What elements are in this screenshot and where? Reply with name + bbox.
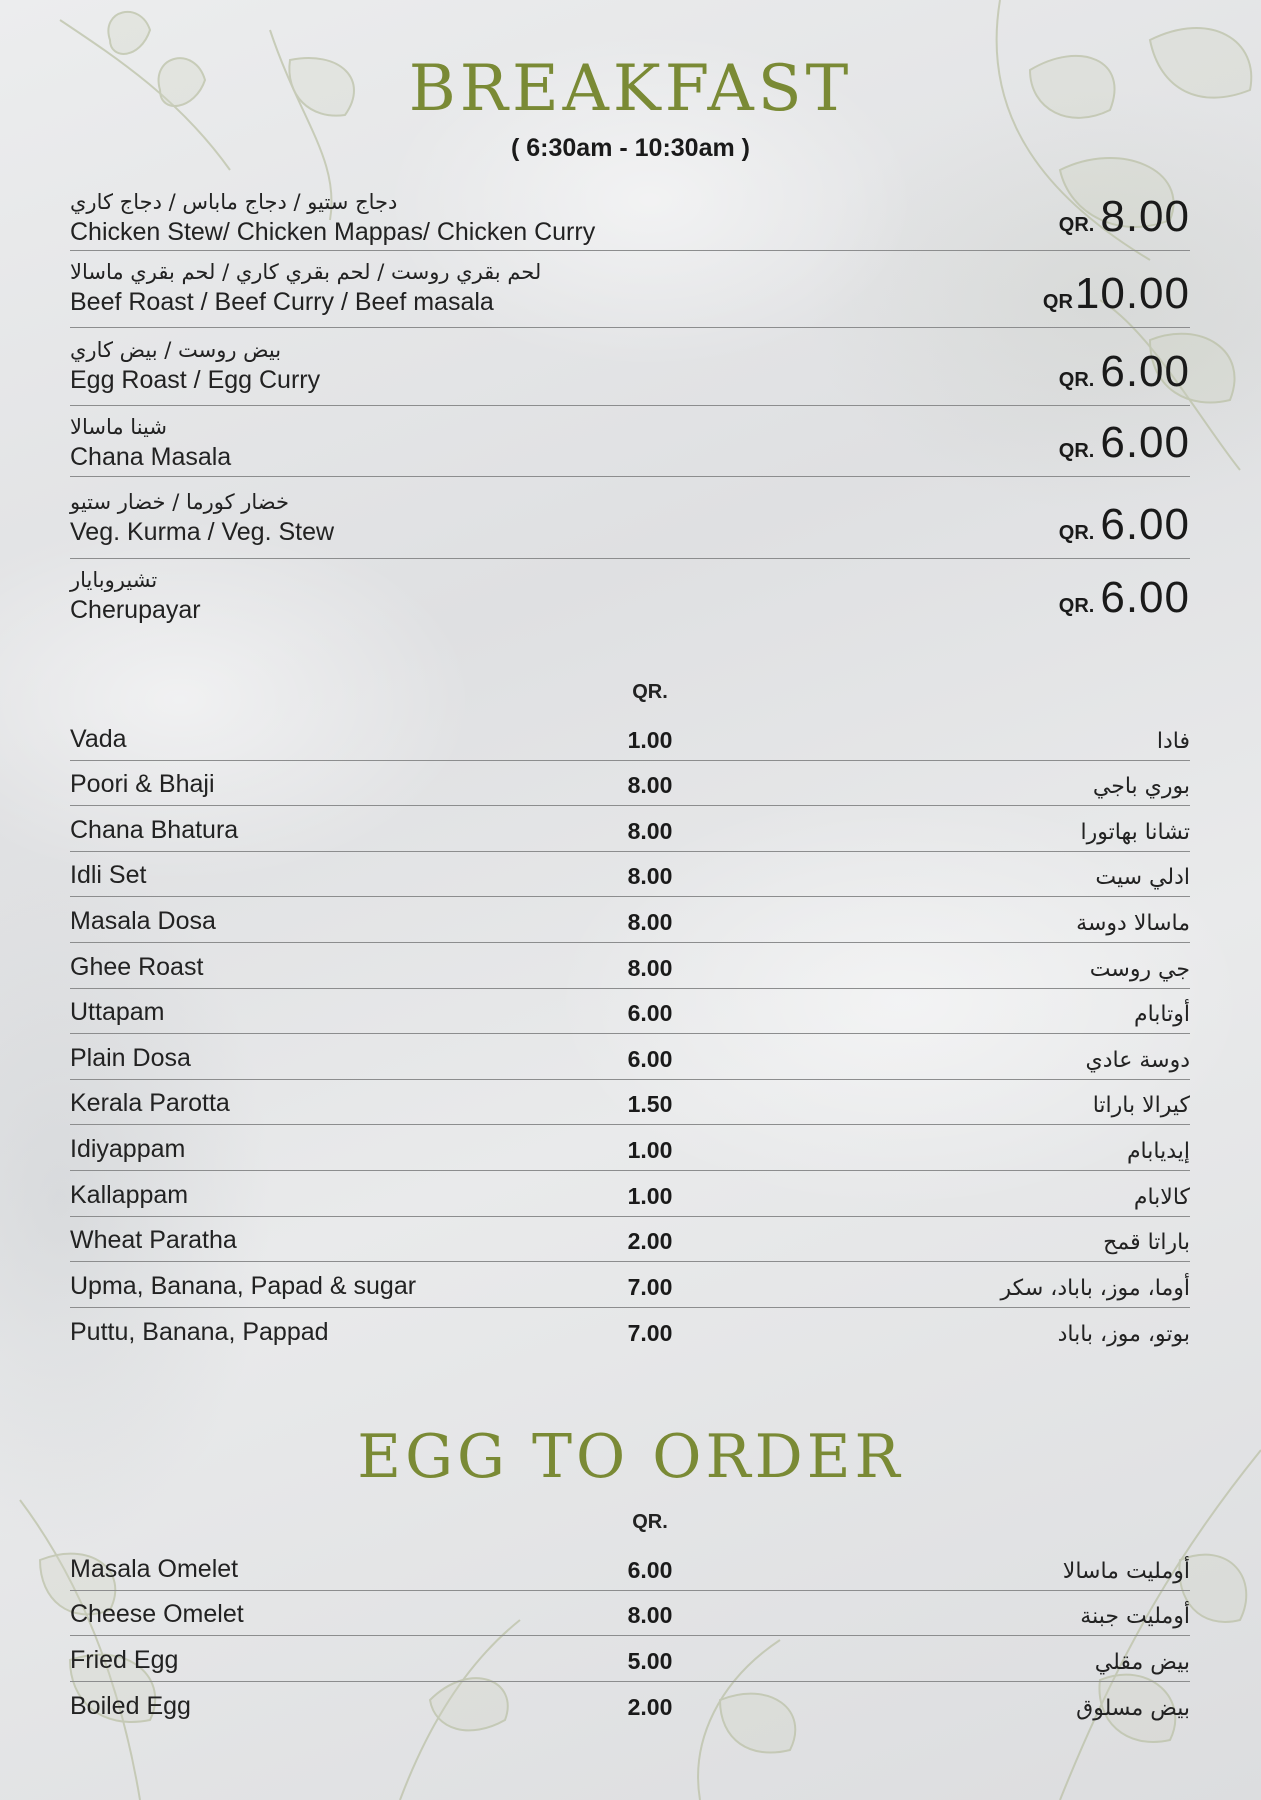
item-name-ar: ادلي سيت: [1095, 865, 1190, 891]
curry-row: [70, 406, 1190, 477]
curry-name-ar: لحم بقري روست / لحم بقري كاري / لحم بقري ماسالا: [70, 260, 542, 284]
item-name-ar: كيرالا باراتا: [1092, 1093, 1190, 1119]
item-name-en: Plain Dosa: [70, 1043, 191, 1072]
item-price: 6.00: [627, 1045, 673, 1072]
menu-item-row: [70, 806, 1190, 852]
curry-row: [70, 559, 1190, 627]
menu-item-row: [70, 989, 1190, 1035]
egg-to-order-title: EGG TO ORDER: [357, 1422, 904, 1492]
menu-item-row: [70, 1125, 1190, 1171]
currency-label: QR.: [1058, 369, 1095, 391]
menu-item-row: [70, 1545, 1190, 1591]
item-name-ar: بيض مقلي: [1094, 1649, 1190, 1675]
curry-price: [1059, 192, 1190, 242]
egg-item-list: [70, 1545, 1190, 1727]
menu-item-row: [70, 1636, 1190, 1682]
item-price: 6.00: [627, 1000, 673, 1027]
menu-item-row: [70, 761, 1190, 807]
price-value: 6.00: [1100, 418, 1190, 467]
item-name-en: Boiled Egg: [70, 1692, 191, 1721]
curry-name-ar: بيض روست / بيض كاري: [70, 338, 282, 362]
price-column-header: QR.: [632, 1511, 668, 1533]
curry-name-en: Beef Roast / Beef Curry / Beef masala: [70, 288, 494, 316]
curry-price: [1059, 347, 1190, 397]
item-name-ar: أوما، موز، باباد، سكر: [1000, 1275, 1190, 1301]
breakfast-title: BREAKFAST: [408, 52, 853, 126]
item-name-en: Masala Dosa: [70, 906, 216, 935]
item-name-ar: تشانا بهاتورا: [1080, 819, 1190, 845]
item-name-en: Kerala Parotta: [70, 1089, 230, 1118]
item-name-en: Ghee Roast: [70, 952, 204, 981]
item-price: 1.00: [627, 726, 673, 753]
item-price: 8.00: [627, 863, 673, 890]
menu-item-row: [70, 1217, 1190, 1263]
item-name-en: Upma, Banana, Papad & sugar: [70, 1271, 417, 1300]
item-name-ar: بوري باجي: [1092, 774, 1190, 800]
item-name-en: Masala Omelet: [70, 1554, 239, 1583]
item-name-ar: جي روست: [1089, 956, 1190, 982]
curry-name-en: Chicken Stew/ Chicken Mappas/ Chicken Curry: [70, 218, 596, 246]
breakfast-item-list: [70, 715, 1190, 1353]
menu-item-row: [70, 715, 1190, 761]
curry-name-en: Egg Roast / Egg Curry: [70, 366, 321, 394]
item-price: 8.00: [627, 772, 673, 799]
item-name-en: Idiyappam: [70, 1134, 186, 1163]
item-name-en: Vada: [70, 724, 127, 753]
price-value: 10.00: [1074, 269, 1190, 318]
item-price: 1.00: [627, 1182, 673, 1209]
menu-item-row: [70, 943, 1190, 989]
item-name-en: Uttapam: [70, 998, 165, 1027]
item-price: 2.00: [627, 1228, 673, 1255]
item-name-ar: أوتابام: [1133, 1002, 1190, 1028]
menu-item-row: [70, 1682, 1190, 1728]
currency-label: QR.: [1058, 214, 1095, 236]
item-name-ar: ماسالا دوسة: [1076, 910, 1190, 936]
item-price: 2.00: [627, 1694, 673, 1721]
price-value: 6.00: [1100, 573, 1190, 622]
item-price: 8.00: [627, 817, 673, 844]
item-price: 1.50: [627, 1091, 673, 1118]
curry-row: [70, 251, 1190, 328]
item-name-en: Puttu, Banana, Pappad: [70, 1318, 329, 1347]
price-column-header: QR.: [632, 681, 668, 703]
item-name-ar: أومليت ماسالا: [1062, 1558, 1190, 1584]
currency-label: QR.: [1058, 522, 1095, 544]
price-value: 6.00: [1100, 347, 1190, 396]
currency-label: QR.: [1058, 595, 1095, 617]
item-price: 8.00: [627, 954, 673, 981]
menu-item-row: [70, 852, 1190, 898]
item-name-en: Cheese Omelet: [70, 1600, 244, 1629]
curry-price: [1059, 418, 1190, 468]
menu-item-row: [70, 1034, 1190, 1080]
curry-price: [1043, 269, 1190, 319]
item-price: 8.00: [627, 908, 673, 935]
curry-name-en: Veg. Kurma / Veg. Stew: [70, 518, 335, 546]
item-price: 7.00: [627, 1273, 673, 1300]
item-name-en: Fried Egg: [70, 1645, 179, 1674]
item-name-ar: كالابام: [1133, 1184, 1190, 1210]
menu-item-row: [70, 1080, 1190, 1126]
item-name-ar: أومليت جبنة: [1080, 1604, 1190, 1630]
item-name-ar: بيض مسلوق: [1076, 1696, 1190, 1722]
item-name-ar: إيديابام: [1126, 1138, 1190, 1164]
item-name-ar: فادا: [1156, 728, 1190, 754]
menu-item-row: [70, 1308, 1190, 1354]
menu-item-row: [70, 1262, 1190, 1308]
price-value: 8.00: [1100, 192, 1190, 241]
item-price: 8.00: [627, 1602, 673, 1629]
curry-row: [70, 183, 1190, 251]
curry-list: [70, 183, 1190, 627]
curry-name-en: Cherupayar: [70, 596, 201, 624]
curry-row: [70, 477, 1190, 559]
curry-name-ar: شينا ماسالا: [70, 415, 167, 439]
menu-item-row: [70, 1591, 1190, 1637]
curry-name-ar: دجاج ستيو / دجاج ماباس / دجاج كاري: [70, 190, 398, 214]
currency-label: QR: [1042, 291, 1073, 313]
item-name-en: Wheat Paratha: [70, 1226, 237, 1255]
item-name-en: Kallappam: [70, 1180, 189, 1209]
item-name-en: Idli Set: [70, 861, 147, 890]
menu-item-row: [70, 897, 1190, 943]
curry-price: [1059, 573, 1190, 623]
item-name-ar: دوسة عادي: [1085, 1047, 1190, 1073]
curry-name-en: Chana Masala: [70, 443, 232, 471]
curry-row: [70, 328, 1190, 406]
item-price: 7.00: [627, 1320, 673, 1347]
item-name-ar: بوتو، موز، باباد: [1057, 1322, 1190, 1348]
item-name-en: Chana Bhatura: [70, 815, 239, 844]
item-name-en: Poori & Bhaji: [70, 770, 215, 799]
item-price: 1.00: [627, 1136, 673, 1163]
curry-name-ar: تشيروبايار: [70, 568, 158, 592]
item-price: 5.00: [627, 1647, 673, 1674]
item-name-ar: باراتا قمح: [1103, 1230, 1190, 1256]
item-price: 6.00: [627, 1556, 673, 1583]
breakfast-hours: ( 6:30am - 10:30am ): [510, 134, 750, 162]
curry-price: [1059, 500, 1190, 550]
curry-name-ar: خضار كورما / خضار ستيو: [70, 490, 289, 514]
menu-item-row: [70, 1171, 1190, 1217]
currency-label: QR.: [1058, 440, 1095, 462]
price-value: 6.00: [1100, 500, 1190, 549]
